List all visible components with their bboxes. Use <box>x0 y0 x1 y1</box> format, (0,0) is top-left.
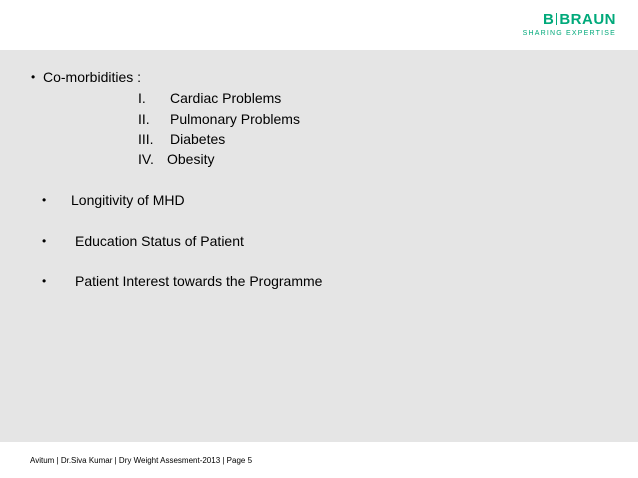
sub-item-pulmonary: Pulmonary Problems <box>170 111 300 127</box>
bullet-comorbidities: Co-morbidities : <box>43 69 142 85</box>
bullet-patient-interest: Patient Interest towards the Programme <box>75 273 323 289</box>
slide-content <box>0 50 638 442</box>
bullet-marker: • <box>42 193 47 207</box>
bullet-marker: • <box>42 274 47 288</box>
logo-wordmark <box>523 12 616 28</box>
sub-item-diabetes: Diabetes <box>170 131 226 147</box>
logo-divider <box>556 13 557 25</box>
sub-item-numeral: II. <box>138 111 150 127</box>
bullet-marker: • <box>42 234 47 248</box>
bullet-marker: • <box>31 70 36 84</box>
logo-right: BRAUN <box>559 11 616 28</box>
sub-item-numeral: I. <box>138 90 146 106</box>
bullet-longitivity: Longitivity of MHD <box>71 192 185 208</box>
logo-tagline: SHARING EXPERTISE <box>522 30 616 37</box>
logo-left: B <box>542 11 555 28</box>
sub-item-cardiac: Cardiac Problems <box>170 90 282 106</box>
slide-footer: Avitum | Dr.Siva Kumar | Dry Weight Assesment-2013 | Page 5 <box>30 456 253 465</box>
bbraun-logo <box>523 12 616 39</box>
sub-item-numeral: III. <box>138 131 154 147</box>
bullet-education: Education Status of Patient <box>75 233 244 249</box>
sub-item-obesity: Obesity <box>167 151 215 167</box>
slide-header <box>0 0 638 50</box>
sub-item-numeral: IV. <box>138 151 154 167</box>
